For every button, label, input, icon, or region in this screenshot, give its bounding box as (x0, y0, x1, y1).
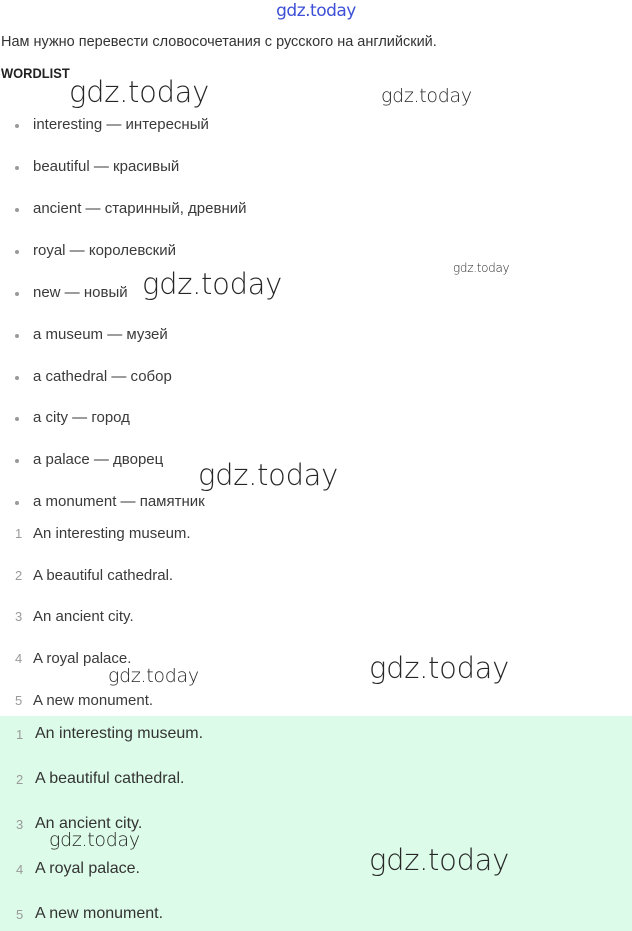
bullet-icon (15, 124, 19, 128)
bullet-icon (15, 250, 19, 254)
bullet-icon (15, 166, 19, 170)
bullet-icon (15, 459, 19, 463)
site-logo[interactable]: gdz.today (276, 1, 356, 21)
solution-block: 1 An interesting museum. 2 A beautiful cathedral. 3 An ancient city. 4 A royal palace. 5 A new monument. (0, 716, 632, 931)
watermark: gdz.today (49, 829, 140, 851)
bullet-icon (15, 417, 19, 421)
watermark: gdz.today (381, 85, 472, 107)
bullet-icon (15, 334, 19, 338)
watermark: gdz.today (69, 75, 210, 109)
wordlist-heading: WORDLIST (1, 65, 70, 81)
task-instruction: Нам нужно перевести словосочетания с русского на английский. (1, 34, 437, 50)
watermark: gdz.today (369, 651, 510, 685)
bullet-icon (15, 376, 19, 380)
watermark: gdz.today (108, 665, 199, 687)
bullet-icon (15, 292, 19, 296)
watermark: gdz.today (369, 843, 510, 877)
watermark: gdz.today (453, 261, 510, 275)
bullet-icon (15, 501, 19, 505)
watermark: gdz.today (142, 267, 283, 301)
watermark: gdz.today (198, 458, 339, 492)
bullet-icon (15, 208, 19, 212)
